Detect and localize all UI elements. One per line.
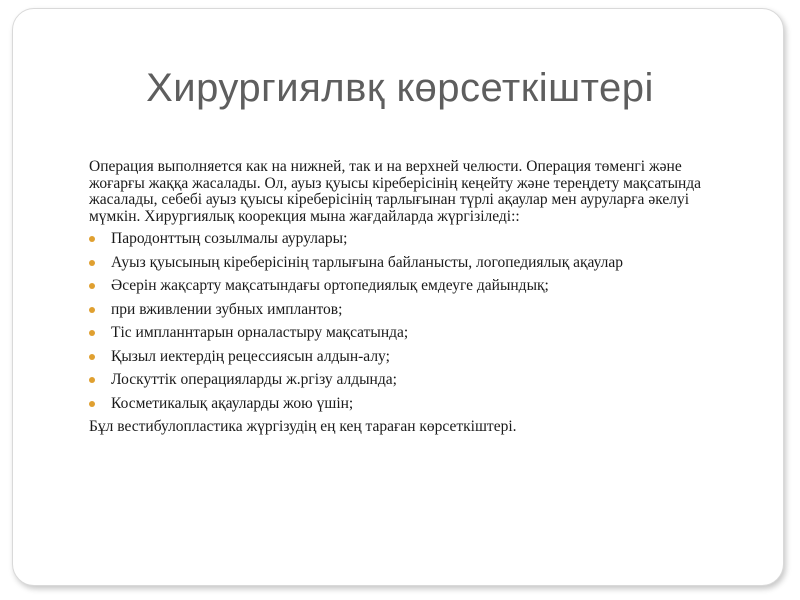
list-item <box>89 302 729 319</box>
indications-list <box>89 231 729 412</box>
list-item-text: Ауыз қуысының кіреберісінің тарлығына байланысты, логопедиялық ақаулар <box>111 253 624 271</box>
list-item <box>89 349 729 366</box>
list-item <box>89 372 729 389</box>
bullet-icon <box>89 401 95 407</box>
list-item <box>89 231 729 248</box>
bullet-icon <box>89 283 95 289</box>
list-item-text: Пародонттың созылмалы аурулары; <box>111 230 348 247</box>
bullet-icon <box>89 330 95 336</box>
list-item <box>89 325 729 342</box>
list-item <box>89 255 729 272</box>
bullet-icon <box>89 236 95 242</box>
list-item-text: Қызыл иектердің рецессиясын алдын-алу; <box>111 347 390 365</box>
slide-title: Хирургиялвқ көрсеткіштері <box>146 66 654 110</box>
bullet-icon <box>89 260 95 266</box>
intro-paragraph: Операция выполняется как на нижней, так и на верхней челюсти. Операция төменгі және жоғарғы жаққа жасалады. Ол, ауыз қуысы кіреберісінің кеңейту және тереңдету мақсатында жасалады, себебі ауыз қуысы кіреберісінің тарлығынан түрлі ақаулар мен ауруларға әкелуі мүмкін. Хирургиялық коорекция мына жағдайларда жүргізіледі:: <box>89 158 702 225</box>
list-item-text: Лоскуттік операцияларды ж.ргізу алдында; <box>111 371 397 388</box>
list-item-text: Тіс импланнтарын орналастыру мақсатында; <box>111 324 409 341</box>
bullet-icon <box>89 354 95 360</box>
slide-content <box>89 159 729 436</box>
list-item-text: Косметикалық ақауларды жою үшін; <box>111 394 354 412</box>
list-item-text: при вживлении зубных имплантов; <box>111 300 343 318</box>
outro-paragraph: Бұл вестибулопластика жүргізудің ең кең тараған көрсеткіштері. <box>89 418 517 435</box>
list-item-text: Әсерін жақсарту мақсатындағы ортопедиялық емдеуге дайындық; <box>111 277 549 294</box>
bullet-icon <box>89 307 95 313</box>
bullet-icon <box>89 377 95 383</box>
list-item <box>89 396 729 413</box>
list-item <box>89 278 729 295</box>
